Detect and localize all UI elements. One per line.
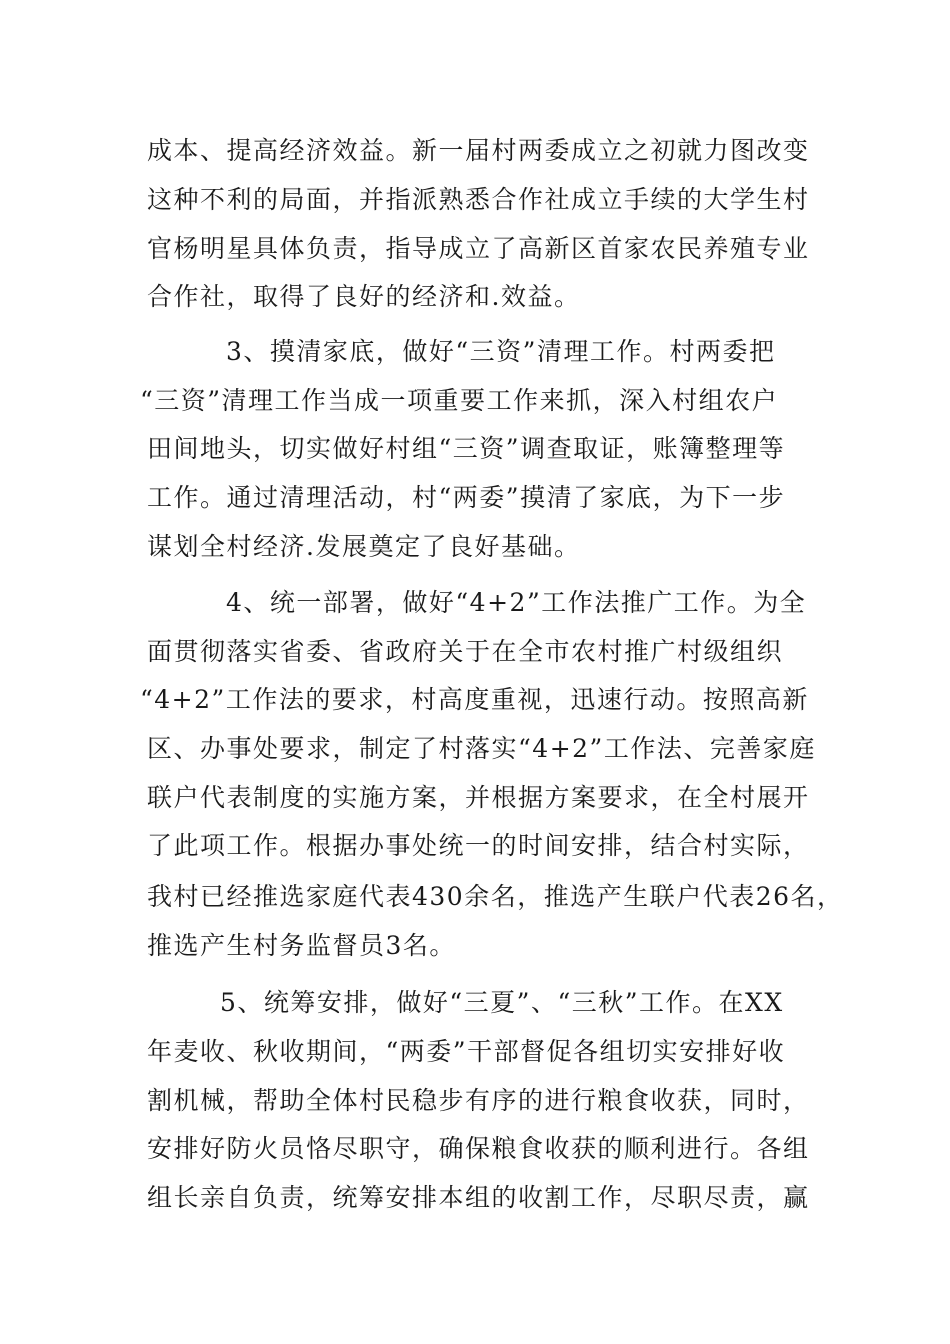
text-line: “三资”清理工作当成一项重要工作来抓，深入村组农户 [140,386,779,415]
text-line: 这种不利的局面，并指派熟悉合作社成立手续的大学生村 [147,185,810,214]
text-line: 工作。通过清理活动，村“两委”摸清了家底，为下一步 [147,483,786,512]
paragraph-heading-3: 3、摸清家底，做好“三资”清理工作。村两委把 [226,337,776,366]
text-line: 推选产生村务监督员3名。 [147,931,456,960]
text-line: 组长亲自负责，统筹安排本组的收割工作，尽职尽责，赢 [147,1183,810,1212]
text-line: 年麦收、秋收期间，“两委”干部督促各组切实安排好收 [147,1037,786,1066]
text-line: 谋划全村经济.发展奠定了良好基础。 [147,532,581,561]
text-line: 我村已经推选家庭代表430余名，推选产生联户代表26名， [147,882,844,911]
text-line: 合作社，取得了良好的经济和.效益。 [147,282,581,311]
text-line: 联户代表制度的实施方案，并根据方案要求，在全村展开 [147,783,810,812]
text-line: 官杨明星具体负责，指导成立了高新区首家农民养殖专业 [147,234,810,263]
text-line: 割机械，帮助全体村民稳步有序的进行粮食收获，同时， [147,1086,810,1115]
paragraph-heading-4: 4、统一部署，做好“4+2”工作法推广工作。为全 [226,588,807,617]
text-line: 面贯彻落实省委、省政府关于在全市农村推广村级组织 [147,637,784,666]
text-line: 安排好防火员恪尽职守，确保粮食收获的顺利进行。各组 [147,1134,810,1163]
text-line: “4+2”工作法的要求，村高度重视，迅速行动。按照高新 [140,685,809,714]
text-line: 区、办事处要求，制定了村落实“4+2”工作法、完善家庭 [147,734,816,763]
text-line: 田间地头，切实做好村组“三资”调查取证，账簿整理等 [147,434,786,463]
text-line: 了此项工作。根据办事处统一的时间安排，结合村实际， [147,831,810,860]
text-line: 成本、提高经济效益。新一届村两委成立之初就力图改变 [147,136,810,165]
paragraph-heading-5: 5、统筹安排，做好“三夏”、“三秋”工作。在XX [220,988,784,1017]
